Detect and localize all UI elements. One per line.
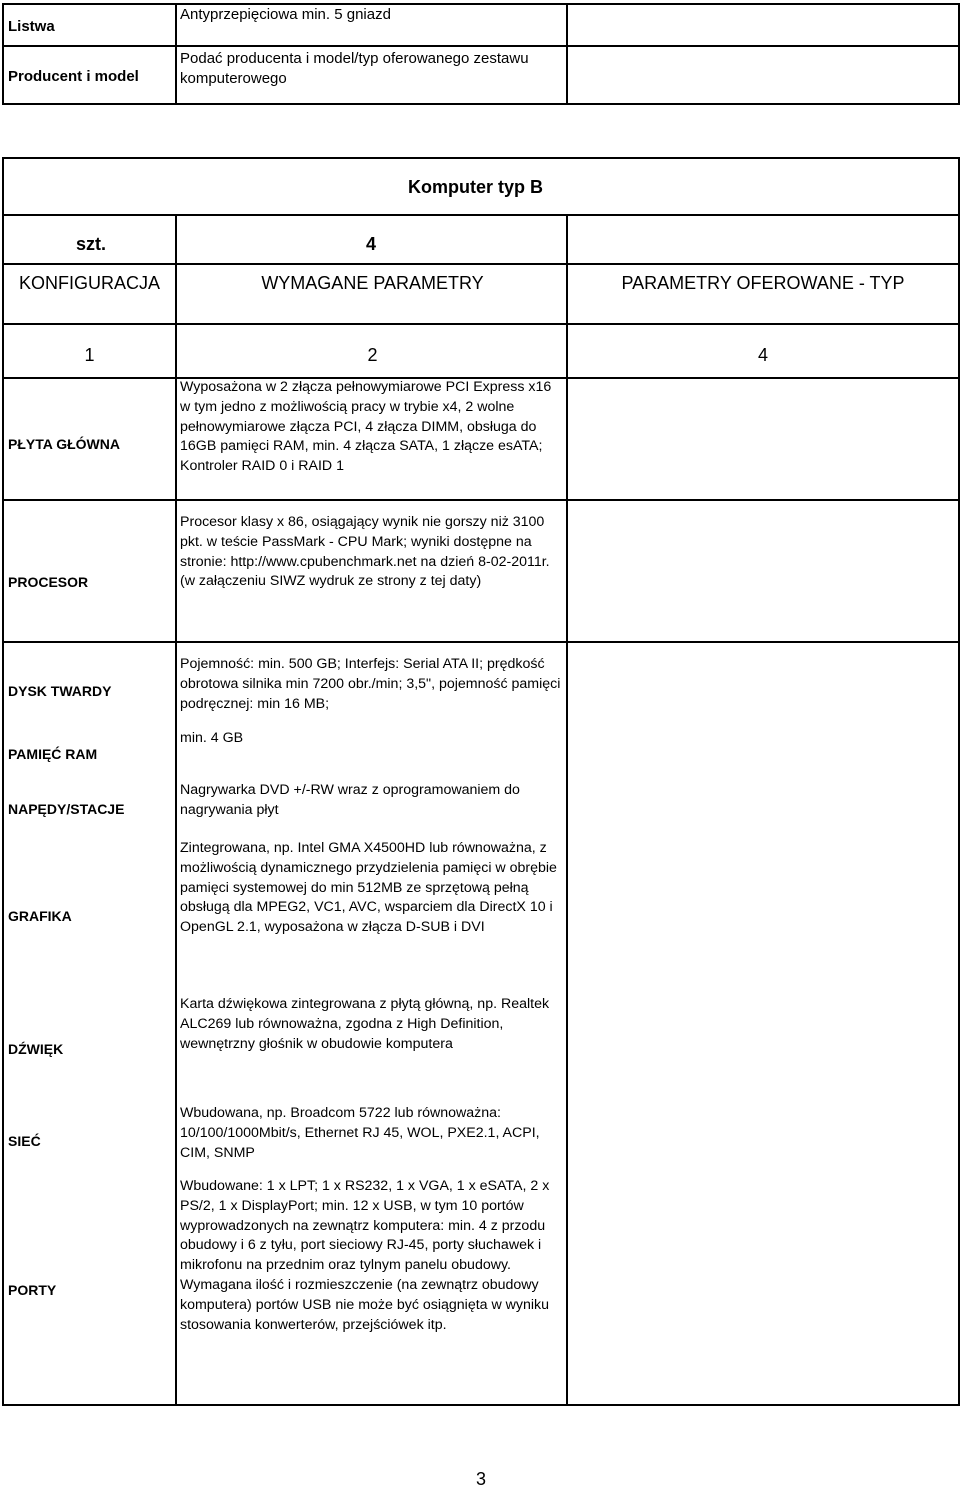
row-label-siec: SIEĆ — [8, 1133, 41, 1149]
producent-value: Podać producenta i model/typ oferowanego zestawu komputerowego — [180, 50, 529, 87]
row-label-napedy-stacje: NAPĘDY/STACJE — [8, 801, 125, 817]
qty-value: 4 — [366, 234, 377, 254]
row-value-dysk-twardy: Pojemność: min. 500 GB; Interfejs: Serial ATA II; prędkość obrotowa silnika min 7200 obr./min; 3,5", pojemność pamięci podręcznej: min 16 MB; — [180, 656, 561, 712]
qty-label: szt. — [76, 234, 107, 254]
column-number-2: 2 — [367, 345, 378, 365]
row-value-porty: Wbudowane: 1 x LPT; 1 x RS232, 1 x VGA, 1 x eSATA, 2 x PS/2, 1 x DisplayPort; min. 12 x USB, w tym 10 portów wyprowadzonych na zewnątrz komputera: min. 4 z przodu obudowy i 6 z tyłu, port sieciowy RJ-45, porty słuchawek i mikrofonu na przednim oraz tylnym panelu obudowy. Wymagana ilość i rozmieszczenie (na zewnątrz obudowy komputera) portów USB nie może być osiągnięta w wyniku stosowania konwerterów, przejściówek itp. — [180, 1178, 550, 1333]
row-value-grafika: Zintegrowana, np. Intel GMA X4500HD lub równoważna, z możliwością dynamicznego przydzielenia pamięci w obrębie pamięci systemowej do min 512MB ze sprzętową pełną obsługą dla MPEG2, VC1, AVC, wsparciem dla DirectX 10 i OpenGL 2.1, wyposażona w złącza D-SUB i DVI — [180, 840, 557, 936]
header-wymagane-parametry: WYMAGANE PARAMETRY — [261, 273, 484, 293]
producent-label: Producent i model — [8, 68, 139, 85]
row-label-procesor: PROCESOR — [8, 574, 89, 590]
column-number-1: 1 — [84, 345, 95, 365]
row-label-plyta-glowna: PŁYTA GŁÓWNA — [8, 436, 120, 452]
listwa-label: Listwa — [8, 18, 55, 35]
header-parametry-oferowane: PARAMETRY OFEROWANE - TYP — [621, 273, 905, 293]
header-konfiguracja: KONFIGURACJA — [18, 273, 160, 293]
row-label-grafika: GRAFIKA — [8, 908, 72, 924]
row-value-pamiec-ram: min. 4 GB — [180, 730, 244, 746]
row-label-porty: PORTY — [8, 1282, 57, 1298]
row-label-dzwiek: DŹWIĘK — [8, 1041, 64, 1057]
column-number-4: 4 — [757, 345, 768, 365]
listwa-value: Antyprzepięciowa min. 5 gniazd — [180, 6, 391, 23]
page-number: 3 — [476, 1469, 487, 1489]
row-value-napedy-stacje: Nagrywarka DVD +/-RW wraz z oprogramowaniem do nagrywania płyt — [180, 782, 520, 818]
row-label-pamiec-ram: PAMIĘĆ RAM — [8, 746, 98, 762]
row-value-dzwiek: Karta dźwiękowa zintegrowana z płytą główną, np. Realtek ALC269 lub równoważna, zgodna z High Definition, wewnętrzny głośnik w obudowie komputera — [180, 996, 550, 1052]
row-label-dysk-twardy: DYSK TWARDY — [8, 683, 112, 699]
table-title: Komputer typ B — [408, 177, 543, 197]
row-value-procesor: Procesor klasy x 86, osiągający wynik nie gorszy niż 3100 pkt. w teście PassMark - CPU Mark; wyniki dostępne na stronie: http://www.cpubenchmark.net na dzień 8-02-2011r. (w załączeniu SIWZ wydruk ze strony z tej daty) — [180, 514, 550, 590]
row-value-siec: Wbudowana, np. Broadcom 5722 lub równoważna: 10/100/1000Mbit/s, Ethernet RJ 45, WOL, PXE2.1, ACPI, CIM, SNMP — [180, 1105, 540, 1161]
row-value-plyta-glowna: Wyposażona w 2 złącza pełnowymiarowe PCI Express x16 w tym jedno z możliwością pracy w trybie x4, 2 wolne pełnowymiarowe złącza PCI, 4 złącza DIMM, obsługa do 16GB pamięci RAM, min. 4 złącza SATA, 1 złącze esATA; Kontroler RAID 0 i RAID 1 — [180, 379, 552, 475]
